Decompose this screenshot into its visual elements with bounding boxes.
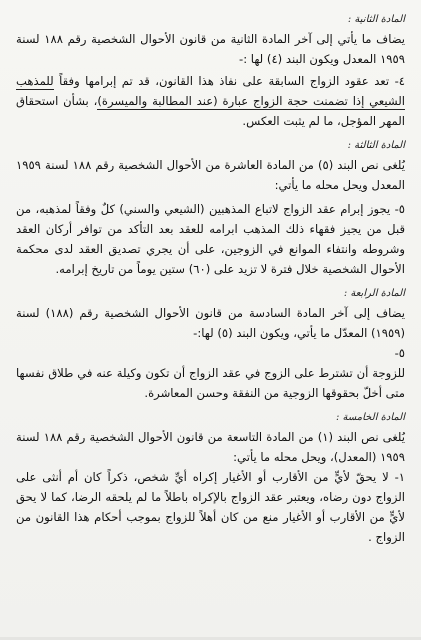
article-4-intro: يضاف إلى آخر المادة السادسة من قانون الأحوال الشخصية رقم (١٨٨) لسنة (١٩٥٩) المعدّل ما يأتي، ويكون البند (٥) لها:- (16, 306, 405, 340)
article-5-heading: المادة الخامسة : (335, 412, 405, 423)
article-4-clause-5: للزوجة أن تشترط على الزوج في عقد الزواج أن تكون وكيلة عنه في طلاق نفسها متى أخلّ بحقوقها الزوجية من النفقة وحسن المعاشرة. (16, 366, 405, 400)
article-5-clause-1: ١- لا يحقّ لأيٍّ من الأقارب أو الأغيار إكراه أيِّ شخص، ذكراً كان أم أنثى على الزواج دون رضاه، ويعتبر عقد الزواج بالإكراه باطلاً ما لم يلحقه الرضا، كما لا يحق لأيٍّ من الأقارب أو الأغيار منع من كان أهلاً للزواج بموجب أحكام هذا القانون من الزواج . (16, 470, 405, 544)
article-2-intro: يضاف ما يأتي إلى آخر المادة الثانية من قانون الأحوال الشخصية رقم ١٨٨ لسنة ١٩٥٩ المعدل ويكون البند (٤) لها :- (16, 32, 406, 66)
article-2-heading: المادة الثانية : (347, 14, 405, 25)
clause-4-part1: ٤- تعد عقود الزواج السابقة على نفاذ هذا القانون، قد تم إبرامها وفقاً (53, 74, 405, 88)
article-2-clause-4 (16, 71, 405, 131)
article-2 (16, 14, 405, 131)
article-3 (16, 140, 405, 279)
article-4-number: ٥- (394, 346, 405, 360)
article-3-clause-5: ٥- يجوز إبرام عقد الزواج لاتباع المذهبين (الشيعي والسني) كلٌ وفقاً لمذهبه، من قبل من يجيز فقهاء ذلك المذهب ابرامه للعقد بعد التأكد من توافر أركان العقد وشروطه وانتفاء الموانع في الزوجين، على أن يجري تصديق العقد لدى محكمة الأحوال الشخصية خلال فترة لا تزيد على (٦٠) ستين يوماً من تاريخ إبرامه. (16, 202, 405, 276)
article-5 (16, 412, 405, 547)
clause-4-underlined: للمذهب الشيعي إذا تضمنت حجة الزواج عبارة (عند المطالبة والميسرة) (16, 74, 405, 108)
clause-4-part2: ، بشأن استحقاق المهر المؤجل، ما لم يثبت العكس. (16, 94, 405, 128)
article-4 (16, 288, 405, 403)
article-3-heading: المادة الثالثة : (347, 140, 405, 151)
article-4-heading: المادة الرابعة : (343, 288, 405, 299)
article-5-intro: يُلغى نص البند (١) من المادة التاسعة من قانون الأحوال الشخصية رقم ١٨٨ لسنة ١٩٥٩ (المعدل)، ويحل محله ما يأتي: (16, 430, 405, 464)
article-3-intro: يُلغى نص البند (٥) من المادة العاشرة من الأحوال الشخصية رقم ١٨٨ لسنة ١٩٥٩ المعدل ويحل محله ما يأتي: (16, 158, 405, 192)
